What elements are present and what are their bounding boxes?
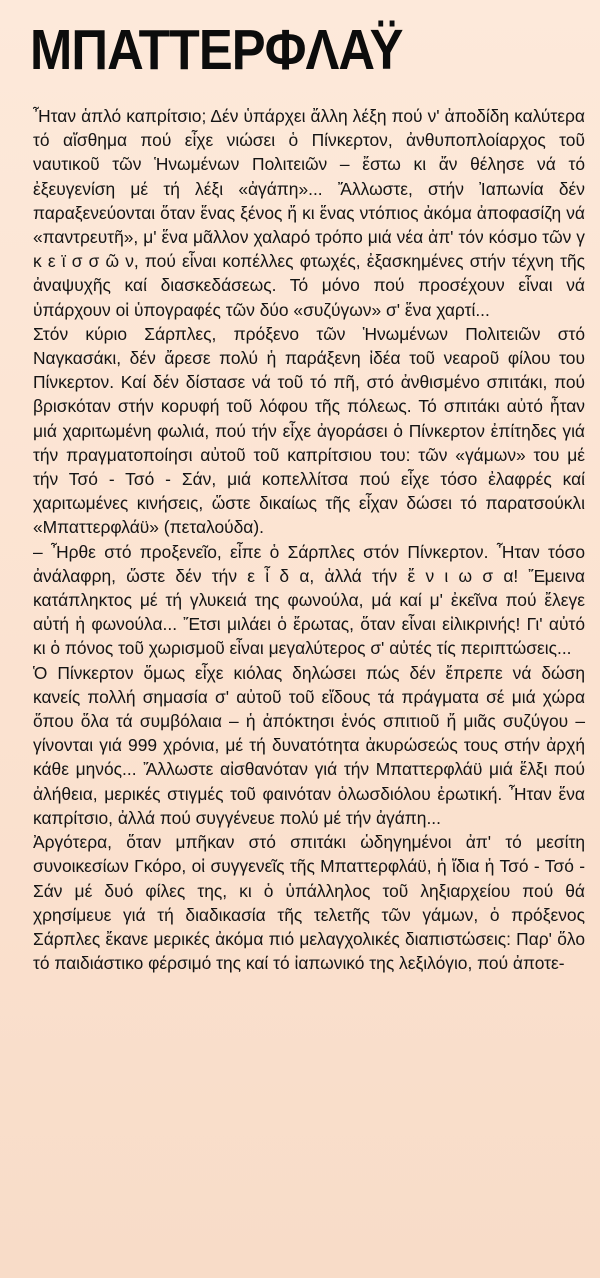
paragraph-3: – Ἦρθε στό προξενεῖο, εἶπε ὁ Σάρπλες στόν Πίνκερτον. Ἦταν τόσο ἀνάλαφρη, ὥστε δέν τήν ε ἶ δ α, ἀλλά τήν ἔ ν ι ω σ α! Ἔμεινα κατάπληκτος μέ τή γλυκειά της φωνούλα, μά καί μ' ἐκεῖνα πού ἔλεγε αὐτή ἡ φωνούλα... Ἔτσι μιλάει ὁ ἔρωτας, ὅταν εἶναι εἰλικρινής! Γι' αὐτό κι ὁ πόνος τοῦ χωρισμοῦ εἶναι μεγαλύτερος σ' αὐτές τίς περιπτώσεις...: [33, 541, 585, 659]
paragraph-5: Ἀργότερα, ὅταν μπῆκαν στό σπιτάκι ὡδηγημένοι ἀπ' τό μεσίτη συνοικεσίων Γκόρο, οἱ συγγενεῖς τῆς Μπαττερφλάϋ, ἡ ἴδια ἡ Τσό - Τσό - Σάν μέ δυό φίλες της, κι ὁ ὑπάλληλος τοῦ ληξιαρχείου πού θά χρησίμευε γιά τή διαδικασία τῆς τελετῆς τῶν γάμων, ὁ πρόξενος Σάρπλες ἔκανε μερικές ἀκόμα πιό μελαγχολικές διαπιστώσεις: Παρ' ὅλο τό παιδιάστικο φέρσιμό της καί τό ἰαπωνικό της λεξιλόγιο, πού ἀποτε-: [33, 832, 585, 974]
paragraph-2: Στόν κύριο Σάρπλες, πρόξενο τῶν Ἡνωμένων Πολιτειῶν στό Ναγκασάκι, δέν ἄρεσε πολύ ἡ παράξενη ἰδέα τοῦ νεαροῦ φίλου του Πίνκερτον. Καί δέν δίστασε νά τοῦ τό πῆ, στό ἀνθισμένο σπιτάκι, πού βρισκόταν στήν κορυφή τοῦ λόφου τῆς πόλεως. Τό σπιτάκι αὐτό ἦταν μιά χαριτωμένη φωλιά, πού τήν εἶχε ἀγοράσει ὁ Πίνκερτον ἐπίτηδες γιά τήν πραγματοποίησι αὐτοῦ τοῦ καπρίτσιου του: τῶν «γάμων» του μέ τήν Τσό - Τσό - Σάν, μιά κοπελλίτσα πού εἶχε τόσο ἐλαφρές καί χαριτωμένες κινήσεις, ὥστε δικαίως τῆς εἶχαν δώσει τό παρατσούκλι «Μπαττερφλάϋ» (πεταλούδα).: [33, 323, 585, 538]
paragraph-1: Ἦταν ἁπλό καπρίτσιο; Δέν ὑπάρχει ἄλλη λέξη πού ν' ἀποδίδη καλύτερα τό αἴσθημα πού εἶχε νιώσει ὁ Πίνκερτον, ἀνθυποπλοίαρχος τοῦ ναυτικοῦ τῶν Ἡνωμένων Πολιτειῶν – ἔστω κι ἄν θέλησε νά τό ἐξευγενίση μέ τή λέξι «ἀγάπη»... Ἄλλωστε, στήν Ἰαπωνία δέν παραξενεύονται ὅταν ἕνας ξένος ἤ κι ἕνας ντόπιος ἀκόμα ἀποφασίζη νά «παντρευτῆ», μ' ἕνα μᾶλλον χαλαρό τρόπο μιά νέα ἀπ' τόν κόσμο τῶν γ κ ε ϊ σ σ ῶ ν, πού εἶναι κοπέλλες φτωχές, ἐξασκημένες στήν τέχνη τῆς ἀναψυχῆς καί διασκεδάσεως. Τό μόνο πού προσέχουν εἶναι νά ὑπάρχουν οἱ ὑπογραφές τῶν δύο «συζύγων» σ' ἕνα χαρτί...: [33, 106, 585, 320]
paragraph-4: Ὁ Πίνκερτον ὅμως εἶχε κιόλας δηλώσει πώς δέν ἔπρεπε νά δώση κανείς πολλή σημασία σ' αὐτοῦ τοῦ εἴδους τά πράγματα σέ μιά χώρα ὅπου ὅλα τά συμβόλαια – ἡ ἀπόκτησι ἑνός σπιτιοῦ ἤ μιᾶς συζύγου – γίνονται γιά 999 χρόνια, μέ τή δυνατότητα ἀκυρώσεώς τους στήν ἀρχή κάθε μηνός... Ἄλλωστε αἰσθανόταν γιά τήν Μπαττερφλάϋ μιά ἕλξι πού ἀλήθεια, μερικές στιγμές τοῦ φαινόταν ὁλωσδιόλου ἐρωτική. Ἦταν ἕνα καπρίτσιο, ἀλλά πού συγγένευε πολύ μέ τήν ἀγάπη...: [33, 662, 585, 828]
chapter-title: ΜΠΑΤΤΕΡΦΛΑΫ: [30, 18, 403, 82]
article-body: [33, 104, 585, 975]
